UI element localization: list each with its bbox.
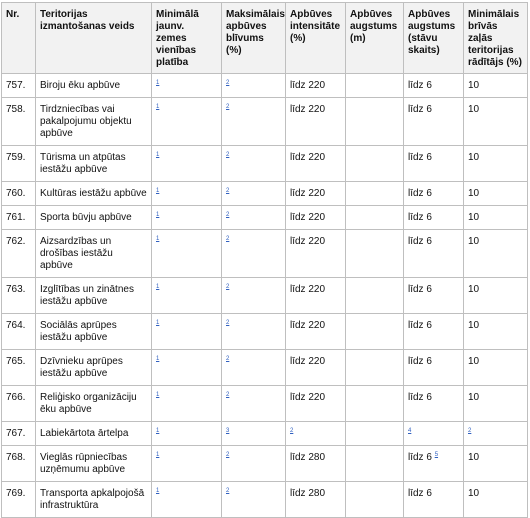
cell-nr <box>2 98 36 146</box>
cell-nr <box>2 314 36 350</box>
cell-min-area <box>152 146 222 182</box>
row-number: 763. <box>6 284 26 295</box>
cell-height-m <box>346 206 404 230</box>
green-area-value: 10 <box>468 212 480 223</box>
row-number: 765. <box>6 356 26 367</box>
footnote-link[interactable]: 2 <box>226 236 230 242</box>
cell-max-density <box>222 206 286 230</box>
cell-nr <box>2 446 36 482</box>
cell-max-density <box>222 350 286 386</box>
green-area-value: 10 <box>468 104 480 115</box>
cell-height-m <box>346 278 404 314</box>
green-area-value: 10 <box>468 488 480 499</box>
table-row <box>2 182 528 206</box>
cell-intensity <box>286 314 346 350</box>
height-floors-value: līdz 6 <box>408 152 432 163</box>
footnote-link[interactable]: 1 <box>156 284 160 290</box>
use-type-label: Tirdzniecības vai pakalpojumu objektu apbūve <box>40 104 132 139</box>
footnote-link[interactable]: 2 <box>226 152 230 158</box>
cell-nr <box>2 146 36 182</box>
row-number: 766. <box>6 392 26 403</box>
cell-use-type <box>36 182 152 206</box>
cell-green-area <box>464 98 528 146</box>
footnote-link[interactable]: 1 <box>156 320 160 326</box>
use-type-label: Tūrisma un atpūtas iestāžu apbūve <box>40 152 126 175</box>
intensity-value: līdz 280 <box>290 488 326 499</box>
cell-green-area <box>464 446 528 482</box>
cell-use-type <box>36 350 152 386</box>
use-type-label: Izglītības un zinātnes iestāžu apbūve <box>40 284 134 307</box>
cell-height-floors <box>404 206 464 230</box>
cell-intensity <box>286 422 346 446</box>
cell-max-density <box>222 446 286 482</box>
cell-intensity <box>286 206 346 230</box>
height-floors-value: līdz 6 <box>408 488 432 499</box>
height-floors-value: līdz 6 <box>408 188 432 199</box>
table-row <box>2 446 528 482</box>
cell-min-area <box>152 314 222 350</box>
cell-height-m <box>346 146 404 182</box>
cell-green-area <box>464 314 528 350</box>
cell-max-density <box>222 230 286 278</box>
intensity-value: līdz 280 <box>290 452 326 463</box>
cell-height-floors <box>404 446 464 482</box>
footnote-link[interactable]: 3 <box>226 428 230 434</box>
footnote-link[interactable]: 1 <box>156 488 160 494</box>
cell-height-m <box>346 386 404 422</box>
table-row <box>2 422 528 446</box>
footnote-link[interactable]: 1 <box>156 452 160 458</box>
cell-nr <box>2 350 36 386</box>
cell-max-density <box>222 74 286 98</box>
use-type-label: Dzīvnieku aprūpes iestāžu apbūve <box>40 356 123 379</box>
use-type-label: Vieglās rūpniecības uzņēmumu apbūve <box>40 452 128 475</box>
row-number: 759. <box>6 152 26 163</box>
footnote-link[interactable]: 2 <box>226 452 230 458</box>
cell-max-density <box>222 386 286 422</box>
use-type-label: Aizsardzības un drošības iestāžu apbūve <box>40 236 113 271</box>
intensity-value: līdz 220 <box>290 104 326 115</box>
cell-min-area <box>152 278 222 314</box>
cell-use-type <box>36 422 152 446</box>
green-area-value: 10 <box>468 152 480 163</box>
cell-intensity <box>286 386 346 422</box>
use-type-label: Labiekārtota ārtelpa <box>40 428 129 439</box>
row-number: 757. <box>6 80 26 91</box>
cell-intensity <box>286 98 346 146</box>
footnote-link[interactable]: 1 <box>156 80 160 86</box>
use-type-label: Reliģisko organizāciju ēku apbūve <box>40 392 137 415</box>
intensity-value: līdz 220 <box>290 284 326 295</box>
cell-nr <box>2 278 36 314</box>
cell-min-area <box>152 182 222 206</box>
header-green-area: Minimālais brīvās zaļās teritorijas rādītājs (%) <box>464 3 528 74</box>
cell-green-area <box>464 74 528 98</box>
cell-min-area <box>152 350 222 386</box>
cell-min-area <box>152 74 222 98</box>
height-floors-value: līdz 6 <box>408 236 432 247</box>
cell-height-floors <box>404 314 464 350</box>
footnote-link[interactable]: 2 <box>226 356 230 362</box>
row-number: 764. <box>6 320 26 331</box>
cell-green-area <box>464 278 528 314</box>
cell-intensity <box>286 278 346 314</box>
cell-use-type <box>36 98 152 146</box>
cell-height-m <box>346 230 404 278</box>
cell-max-density <box>222 98 286 146</box>
cell-intensity <box>286 230 346 278</box>
header-use-type: Teritorijas izmantošanas veids <box>36 3 152 74</box>
header-intensity: Apbūves intensitāte (%) <box>286 3 346 74</box>
cell-intensity <box>286 74 346 98</box>
green-area-value: 10 <box>468 356 480 367</box>
cell-height-floors <box>404 74 464 98</box>
green-area-value: 10 <box>468 80 480 91</box>
footnote-link[interactable]: 1 <box>156 188 160 194</box>
cell-height-m <box>346 74 404 98</box>
cell-height-floors <box>404 422 464 446</box>
table-row <box>2 206 528 230</box>
header-nr: Nr. <box>2 3 36 74</box>
height-floors-value: līdz 6 <box>408 212 432 223</box>
intensity-value: līdz 220 <box>290 320 326 331</box>
cell-use-type <box>36 278 152 314</box>
cell-nr <box>2 230 36 278</box>
table-row <box>2 146 528 182</box>
row-number: 762. <box>6 236 26 247</box>
use-type-label: Sporta būvju apbūve <box>40 212 132 223</box>
cell-max-density <box>222 314 286 350</box>
cell-min-area <box>152 206 222 230</box>
cell-nr <box>2 74 36 98</box>
use-type-label: Kultūras iestāžu apbūve <box>40 188 147 199</box>
cell-intensity <box>286 146 346 182</box>
intensity-value: līdz 220 <box>290 236 326 247</box>
table-row <box>2 386 528 422</box>
header-max-density: Maksimālais apbūves blīvums (%) <box>222 3 286 74</box>
cell-height-m <box>346 98 404 146</box>
footnote-link[interactable]: 2 <box>290 428 294 434</box>
footnote-link[interactable]: 2 <box>226 284 230 290</box>
row-number: 769. <box>6 488 26 499</box>
row-number: 758. <box>6 104 26 115</box>
footnote-link[interactable]: 2 <box>226 104 230 110</box>
cell-height-m <box>346 314 404 350</box>
footnote-link[interactable]: 4 <box>408 428 412 434</box>
green-area-value: 10 <box>468 188 480 199</box>
cell-height-floors <box>404 146 464 182</box>
cell-height-floors <box>404 98 464 146</box>
cell-height-floors <box>404 230 464 278</box>
row-number: 761. <box>6 212 26 223</box>
row-number: 760. <box>6 188 26 199</box>
footnote-link[interactable]: 2 <box>226 80 230 86</box>
cell-max-density <box>222 278 286 314</box>
footnote-link[interactable]: 2 <box>226 392 230 398</box>
cell-nr <box>2 206 36 230</box>
table-row <box>2 74 528 98</box>
cell-min-area <box>152 98 222 146</box>
footnote-link[interactable]: 2 <box>226 212 230 218</box>
footnote-link[interactable]: 1 <box>156 152 160 158</box>
footnote-link[interactable]: 1 <box>156 392 160 398</box>
footnote-link[interactable]: 2 <box>226 320 230 326</box>
height-floors-value: līdz 6 <box>408 392 432 403</box>
cell-use-type <box>36 206 152 230</box>
cell-use-type <box>36 146 152 182</box>
cell-height-floors <box>404 386 464 422</box>
green-area-value: 10 <box>468 392 480 403</box>
cell-min-area <box>152 446 222 482</box>
cell-min-area <box>152 386 222 422</box>
height-floors-value: līdz 6 <box>408 320 432 331</box>
footnote-link[interactable]: 1 <box>156 428 160 434</box>
footnote-link[interactable]: 1 <box>156 104 160 110</box>
table-row <box>2 350 528 386</box>
cell-height-m <box>346 182 404 206</box>
footnote-link[interactable]: 2 <box>468 428 472 434</box>
footnote-link[interactable]: 1 <box>156 236 160 242</box>
intensity-value: līdz 220 <box>290 392 326 403</box>
table-row <box>2 278 528 314</box>
green-area-value: 10 <box>468 320 480 331</box>
cell-use-type <box>36 386 152 422</box>
height-floors-value: līdz 6 <box>408 104 432 115</box>
cell-intensity <box>286 350 346 386</box>
use-type-label: Sociālās aprūpes iestāžu apbūve <box>40 320 117 343</box>
cell-height-m <box>346 446 404 482</box>
footnote-link[interactable]: 2 <box>226 488 230 494</box>
cell-green-area <box>464 146 528 182</box>
cell-nr <box>2 422 36 446</box>
intensity-value: līdz 220 <box>290 188 326 199</box>
cell-green-area <box>464 350 528 386</box>
cell-green-area <box>464 386 528 422</box>
row-number: 767. <box>6 428 26 439</box>
cell-use-type <box>36 314 152 350</box>
footnote-link[interactable]: 1 <box>156 356 160 362</box>
cell-use-type <box>36 446 152 482</box>
table-row <box>2 230 528 278</box>
cell-nr <box>2 386 36 422</box>
cell-nr <box>2 182 36 206</box>
cell-green-area <box>464 422 528 446</box>
intensity-value: līdz 220 <box>290 356 326 367</box>
header-height-m: Apbūves augstums (m) <box>346 3 404 74</box>
header-height-floors: Apbūves augstums (stāvu skaits) <box>404 3 464 74</box>
green-area-value: 10 <box>468 452 480 463</box>
table-header-row <box>2 3 528 74</box>
table-row <box>2 98 528 146</box>
footnote-link[interactable]: 5 <box>434 452 439 458</box>
row-number: 768. <box>6 452 26 463</box>
cell-height-m <box>346 422 404 446</box>
table-row <box>2 314 528 350</box>
height-floors-value: līdz 6 <box>408 80 432 91</box>
cell-intensity <box>286 182 346 206</box>
building-parameters-table <box>1 2 528 518</box>
use-type-label: Transporta apkalpojošā infrastruktūra <box>40 488 145 511</box>
cell-green-area <box>464 182 528 206</box>
cell-max-density <box>222 182 286 206</box>
cell-intensity <box>286 446 346 482</box>
cell-min-area <box>152 230 222 278</box>
cell-height-floors <box>404 182 464 206</box>
cell-green-area <box>464 206 528 230</box>
cell-max-density <box>222 422 286 446</box>
height-floors-value: līdz 6 <box>408 284 432 295</box>
green-area-value: 10 <box>468 284 480 295</box>
cell-min-area <box>152 422 222 446</box>
header-min-area: Minimālā jaunv. zemes vienības platība <box>152 3 222 74</box>
cell-height-floors <box>404 278 464 314</box>
footnote-link[interactable]: 1 <box>156 212 160 218</box>
intensity-value: līdz 220 <box>290 152 326 163</box>
height-floors-value: līdz 6 <box>408 452 432 463</box>
cell-green-area <box>464 230 528 278</box>
green-area-value: 10 <box>468 236 480 247</box>
cell-use-type <box>36 74 152 98</box>
cell-height-floors <box>404 350 464 386</box>
cell-max-density <box>222 146 286 182</box>
intensity-value: līdz 220 <box>290 80 326 91</box>
cell-height-m <box>346 350 404 386</box>
cell-use-type <box>36 230 152 278</box>
use-type-label: Biroju ēku apbūve <box>40 80 121 91</box>
height-floors-value: līdz 6 <box>408 356 432 367</box>
intensity-value: līdz 220 <box>290 212 326 223</box>
footnote-link[interactable]: 2 <box>226 188 230 194</box>
